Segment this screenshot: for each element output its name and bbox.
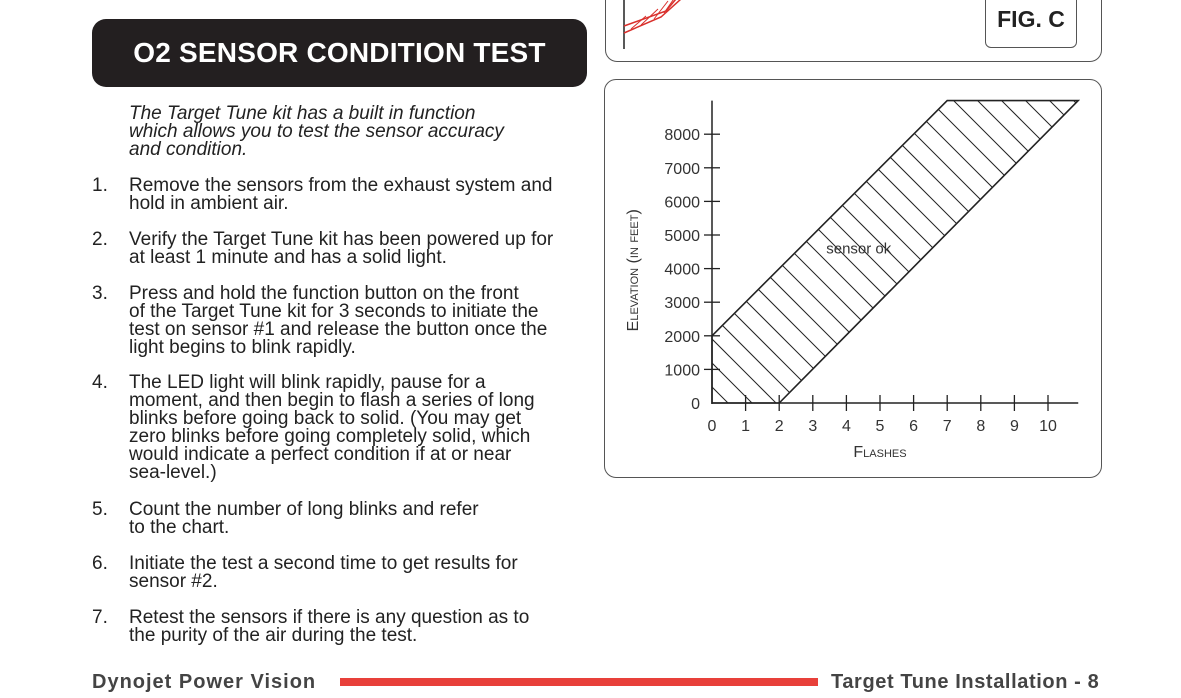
figure-label (985, 0, 1077, 48)
hatch-line (668, 79, 1048, 459)
x-tick-label: 5 (875, 418, 885, 435)
hatch-line (932, 79, 1100, 459)
hatch-line (1004, 79, 1100, 459)
hatch-line (604, 79, 907, 461)
footer-divider-bar (340, 678, 818, 686)
hatch-line (836, 79, 1100, 459)
hatch-line (788, 79, 1100, 459)
intro-line: The Target Tune kit has a built in function (129, 103, 476, 124)
footer-page-info: Target Tune Installation - 8 (831, 671, 1100, 693)
x-tick-label: 8 (976, 418, 986, 435)
step-line: Count the number of long blinks and refer (129, 499, 479, 520)
y-axis-label: Elevation (in feet) (625, 209, 642, 332)
intro-paragraph (129, 105, 569, 159)
step-number: 5. (92, 499, 108, 520)
x-tick-label: 9 (1009, 418, 1019, 435)
hatch-line (604, 79, 976, 459)
y-tick-label: 7000 (664, 160, 700, 178)
hatch-line (956, 79, 1100, 459)
step-line: Remove the sensors from the exhaust system and (129, 175, 553, 196)
x-tick-label: 4 (841, 418, 851, 435)
step-line: to the chart. (129, 517, 230, 538)
step-line: The LED light will blink rapidly, pause for a (129, 372, 486, 393)
y-tick-label: 2000 (664, 328, 700, 346)
hatch-line (1076, 79, 1100, 459)
step-line: light begins to blink rapidly. (129, 337, 356, 358)
y-tick-label: 1000 (664, 362, 700, 380)
hatch-line (908, 79, 1100, 459)
step-line: blinks before going back to solid. (You may get (129, 408, 522, 429)
step-line: Initiate the test a second time to get results for (129, 553, 518, 574)
footer-product-name: Dynojet Power Vision (92, 671, 317, 693)
step-line: the purity of the air during the test. (129, 625, 418, 646)
y-tick-label: 5000 (664, 228, 700, 245)
step-line: sea-level.) (129, 462, 217, 483)
hatch-line (740, 79, 1100, 459)
step-number: 3. (92, 283, 108, 304)
hatch-line (716, 79, 1096, 459)
region-label: sensor ok (826, 240, 892, 258)
intro-line: which allows you to test the sensor accuracy (129, 121, 504, 142)
hatch-line (644, 79, 1024, 459)
x-tick-label: 3 (808, 418, 818, 435)
x-tick-label: 0 (707, 418, 717, 435)
chart-axes (664, 101, 1078, 435)
figure-label-text: FIG. C (997, 6, 1065, 32)
elevation-flashes-chart (604, 79, 1100, 476)
step-line: hold in ambient air. (129, 193, 289, 214)
step-line: moment, and then begin to flash a series of long (129, 390, 535, 411)
x-tick-label: 2 (774, 418, 784, 435)
hatch-line (1052, 79, 1100, 459)
step-number: 2. (92, 229, 108, 250)
step-line: would indicate a perfect condition if at or near (129, 444, 512, 465)
hatch-line (604, 79, 880, 459)
step-line: sensor #2. (129, 571, 218, 592)
x-tick-label: 6 (909, 418, 919, 435)
step-line: Retest the sensors if there is any question as to (129, 607, 530, 628)
hatch-line (860, 79, 1100, 459)
x-tick-label: 1 (741, 418, 751, 435)
step-line: test on sensor #1 and release the button once the (129, 319, 548, 340)
hatch-line (980, 79, 1100, 459)
step-number: 6. (92, 553, 108, 574)
step-number: 1. (92, 175, 108, 196)
step-line: of the Target Tune kit for 3 seconds to initiate the (129, 301, 539, 322)
y-tick-label: 6000 (664, 194, 700, 212)
hatch-line (764, 79, 1100, 459)
x-tick-label: 7 (942, 418, 952, 435)
y-tick-label: 8000 (664, 127, 700, 145)
section-title-box (92, 19, 587, 87)
section-title: O2 SENSOR CONDITION TEST (133, 37, 546, 68)
x-axis-label: Flashes (853, 444, 907, 461)
y-tick-label: 0 (691, 396, 700, 413)
step-number: 7. (92, 607, 108, 628)
step-line: zero blinks before going completely solid, which (129, 426, 531, 447)
intro-line: and condition. (129, 139, 248, 160)
step-line: at least 1 minute and has a solid light. (129, 247, 447, 268)
hatch-line (1028, 79, 1100, 459)
y-tick-label: 3000 (664, 295, 700, 313)
hatch-line (812, 79, 1100, 459)
step-number: 4. (92, 372, 108, 393)
y-tick-label: 4000 (664, 261, 700, 279)
step-line: Verify the Target Tune kit has been powered up for (129, 229, 554, 250)
step-line: Press and hold the function button on the front (129, 283, 519, 304)
x-tick-label: 10 (1039, 418, 1057, 435)
